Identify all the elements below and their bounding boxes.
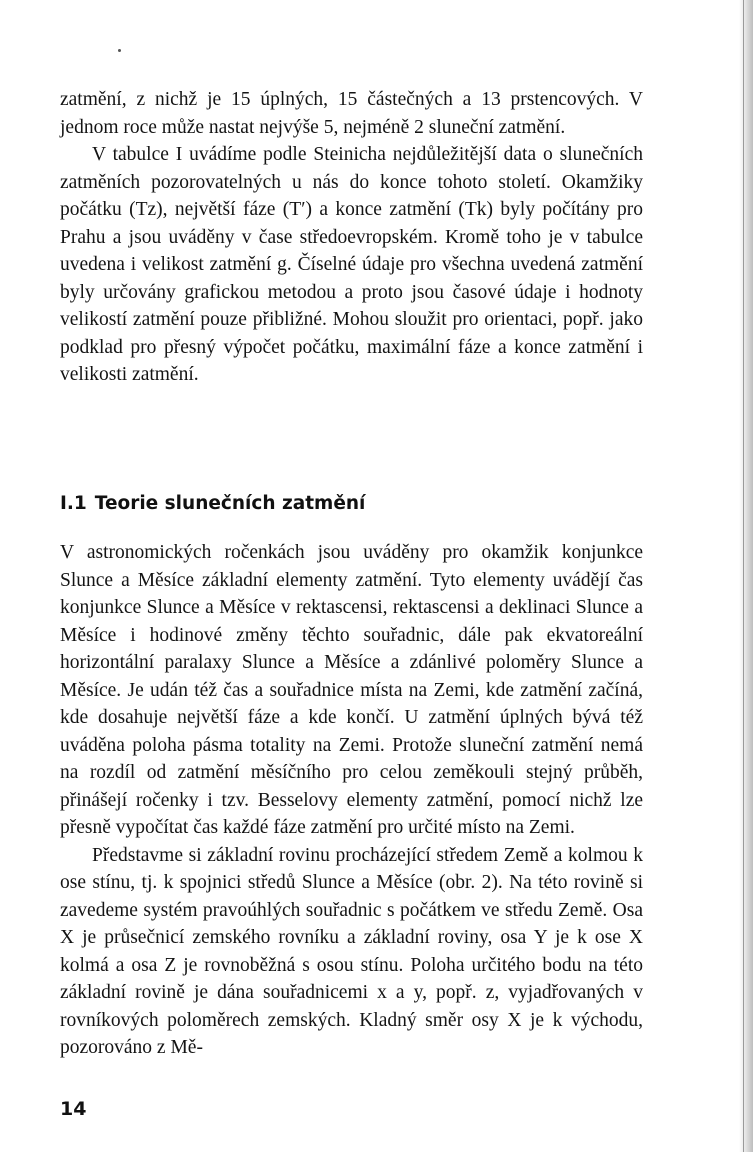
section-body <box>60 539 643 1062</box>
page-number: 14 <box>60 1098 87 1120</box>
section-heading <box>60 491 365 517</box>
section-paragraph-2: Představme si základní rovinu procházející středem Země a kolmou k ose stínu, tj. k spojnici středů Slunce a Měsíce (obr. 2). Na této rovině si zavedeme systém pravoúhlých souřadnic s počátkem ve středu Země. Osa X je průsečnicí zemského rovníku a základní roviny, osa Y je k ose X kolmá a osa Z je rovnoběžná s osou stínu. Poloha určitého bodu na této základní rovině je dána souřadnicemi x a y, popř. z, vyjadřovaných v rovníkových poloměrech zemských. Kladný směr osy X je k východu, pozorováno z Mě- <box>60 844 643 1058</box>
intro-paragraph-1: zatmění, z nichž je 15 úplných, 15 částečných a 13 prstencových. V jednom roce může nastat nejvýše 5, nejméně 2 sluneční zatmění. <box>60 89 643 138</box>
section-number: I.1 <box>60 493 87 514</box>
section-paragraph-1: V astronomických ročenkách jsou uváděny pro okamžik konjunkce Slunce a Měsíce základní elementy zatmění. Tyto elementy uvádějí čas konjunkce Slunce a Měsíce v rektascensi, rektascensi a deklinaci Slunce a Měsíce i hodinové změny těchto souřadnic, dále pak ekvatoreální horizontální paralaxy Slunce a Měsíce a zdánlivé poloměry Slunce a Měsíce. Je udán též čas a souřadnice místa na Zemi, kde zatmění začíná, kde dosahuje největší fáze a kde končí. U zatmění úplných bývá též uváděna poloha pásma totality na Zemi. Protože sluneční zatmění nemá na rozdíl od zatmění měsíčního pro celou zeměkouli stejný průběh, přinášejí ročenky i tzv. Besselovy elementy zatmění, pomocí nichž lze přesně vypočítat čas každé fáze zatmění pro určité místo na Zemi. <box>60 542 643 838</box>
print-speck <box>118 49 121 52</box>
section-title: Teorie slunečních zatmění <box>94 493 366 514</box>
page-edge-line <box>743 0 744 1152</box>
page-edge-shadow <box>739 0 753 1152</box>
intro-text <box>60 86 643 389</box>
intro-paragraph-2: V tabulce I uvádíme podle Steinicha nejdůležitější data o slunečních zatměních pozorovatelných u nás do konce tohoto století. Okamžiky počátku (Tz), největší fáze (T′) a konce zatmění (Tk) byly počítány pro Prahu a jsou uváděny v čase středoevropském. Kromě toho je v tabulce uvedena i velikost zatmění g. Číselné údaje pro všechna uvedená zatmění byly určovány grafickou metodou a proto jsou časové údaje i hodnoty velikostí zatmění pouze přibližné. Mohou sloužit pro orientaci, popř. jako podklad pro přesný výpočet počátku, maximální fáze a konce zatmění i velikosti zatmění. <box>60 144 643 385</box>
